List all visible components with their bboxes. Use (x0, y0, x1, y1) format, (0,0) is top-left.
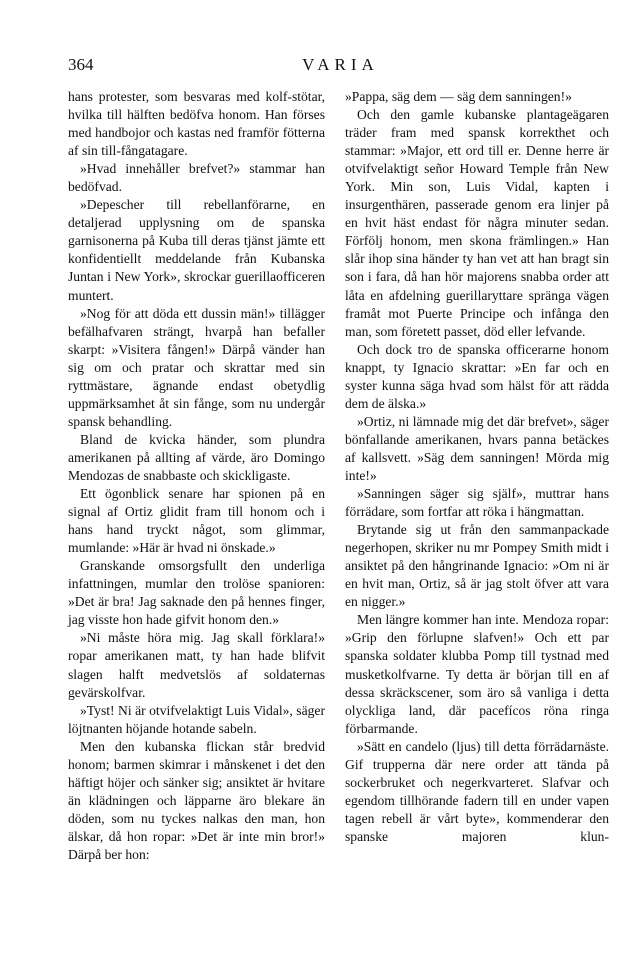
right-paragraph-7: Men längre kommer han inte. Mendoza ropar: »Grip den förlupne slafven!» Och ett par spanska soldater klubba Pomp till tystnad med musketkolfvarne. Ty detta är början till en af dessa skräckscener, som äro så vanliga i detta olyckliga land, där pacefícos röna ringa förbarmande. (345, 612, 609, 736)
running-head: VARIA (302, 55, 379, 74)
left-paragraph-1: hans protester, som besvaras med kolf-stötar, hvilka till hälften bedöfva honom. Han förses med handbojor och kastas ned framför fötterna af sin till-fångatagare. (68, 89, 325, 159)
left-column (68, 88, 325, 864)
right-paragraph-5: »Sanningen säger sig själf», muttrar hans förrädare, som fortfar att röka i hängmattan. (345, 486, 609, 520)
page-header (68, 55, 613, 81)
right-paragraph-8: »Sätt en candelo (ljus) till detta förrädarnäste. Gif trupperna där nere order att tända på sockerbruket och negerkvarteret. Slafvar och egendom tillhörande fadern till en under vapen tagen rebell är vårt byte», kommenderar den spanske majoren klun- (345, 738, 609, 844)
right-paragraph-2: Och den gamle kubanske plantageägaren träder fram med spansk korrekthet och stammar: »Major, ett ord till er. Denne herre är otvifvelaktigt señor Howard Temple från New York. Min son, Luis Vidal, kapten i insurgenthären, passerade genom era linjer på en hvit häst endast för några minuter sedan. Förfölj honom, men skona främlingen.» Han slår ihop sina händer ty han vet att han bragt sin son i fara, då han hör majorens snabba order att låta en afdelning guerillaryttare spränga vägen framåt mot Puerte Principe och infånga den man, som företett passet, död eller lefvande. (345, 107, 609, 339)
right-paragraph-1: »Pappa, säg dem — säg dem sanningen!» (345, 89, 572, 104)
page-number: 364 (68, 55, 94, 74)
left-paragraph-9: »Tyst! Ni är otvifvelaktigt Luis Vidal», säger löjtnanten höjande hotande sabeln. (68, 702, 325, 736)
left-paragraph-2: »Hvad innehåller brefvet?» stammar han bedöfvad. (68, 161, 325, 195)
left-paragraph-4: »Nog för att döda ett dussin män!» tillägger befälhafvaren strängt, hvarpå han befaller skarpt: »Visitera fången!» Därpå vänder han sig om och pratar och skrattar med sin ryttmästare, ägnande endast obetydlig uppmärksamhet åt sin fånge, som nu undergår spansk behandling. (68, 305, 325, 429)
right-paragraph-6: Brytande sig ut från den sammanpackade negerhopen, skriker nu mr Pompey Smith midt i ansiktet på den hångrinande Ignacio: »Om ni är en hvit man, Ortiz, så är jag stolt öfver att vara en nigger.» (345, 522, 609, 610)
right-column (345, 88, 609, 846)
left-paragraph-5: Bland de kvicka händer, som plundra amerikanen på allting af värde, äro Domingo Mendozas de snabbaste och skickligaste. (68, 431, 325, 483)
left-paragraph-6: Ett ögonblick senare har spionen på en signal af Ortiz glidit fram till honom och i hans hand tryckt något, som glimmar, mumlande: »Här är hvad ni önskade.» (68, 486, 325, 556)
left-paragraph-10: Men den kubanska flickan står bredvid honom; barmen skimrar i månskenet i det den häftigt höjer och sänker sig; ansiktet är hvitare än klädningen och läpparne äro blekare än döden, som nu tyckes nalkas den man, hon älskar, då hon ropar: »Det är inte min bror!» Därpå ber hon: (68, 738, 325, 862)
right-paragraph-3: Och dock tro de spanska officerarne honom knappt, ty Ignacio skrattar: »En far och en syster kunna säga hvad som hälst för att rädda dem de älska.» (345, 341, 609, 411)
left-paragraph-3: »Depescher till rebellanförarne, en detaljerad upplysning om de spanska garnisonerna på Kuba till deras tjänst jämte ett konfidentiellt meddelande från Kubanska Juntan i New York», skrockar guerillaofficeren muntert. (68, 197, 325, 303)
left-paragraph-7: Granskande omsorgsfullt den underliga infattningen, mumlar den trolöse spanioren: »Det är bra! Jag saknade den på hennes finger, jag visste hon hade gifvit honom den.» (68, 558, 325, 628)
right-paragraph-4: »Ortiz, ni lämnade mig det där brefvet», säger bönfallande amerikanen, hvars panna betäckes af kallsvett. »Säg dem sanningen! Mörda mig inte!» (345, 413, 609, 483)
left-paragraph-8: »Ni måste höra mig. Jag skall förklara!» ropar amerikanen matt, ty han hade blifvit slagen halft medvetslös af soldaternas gevärskolfvar. (68, 630, 325, 700)
